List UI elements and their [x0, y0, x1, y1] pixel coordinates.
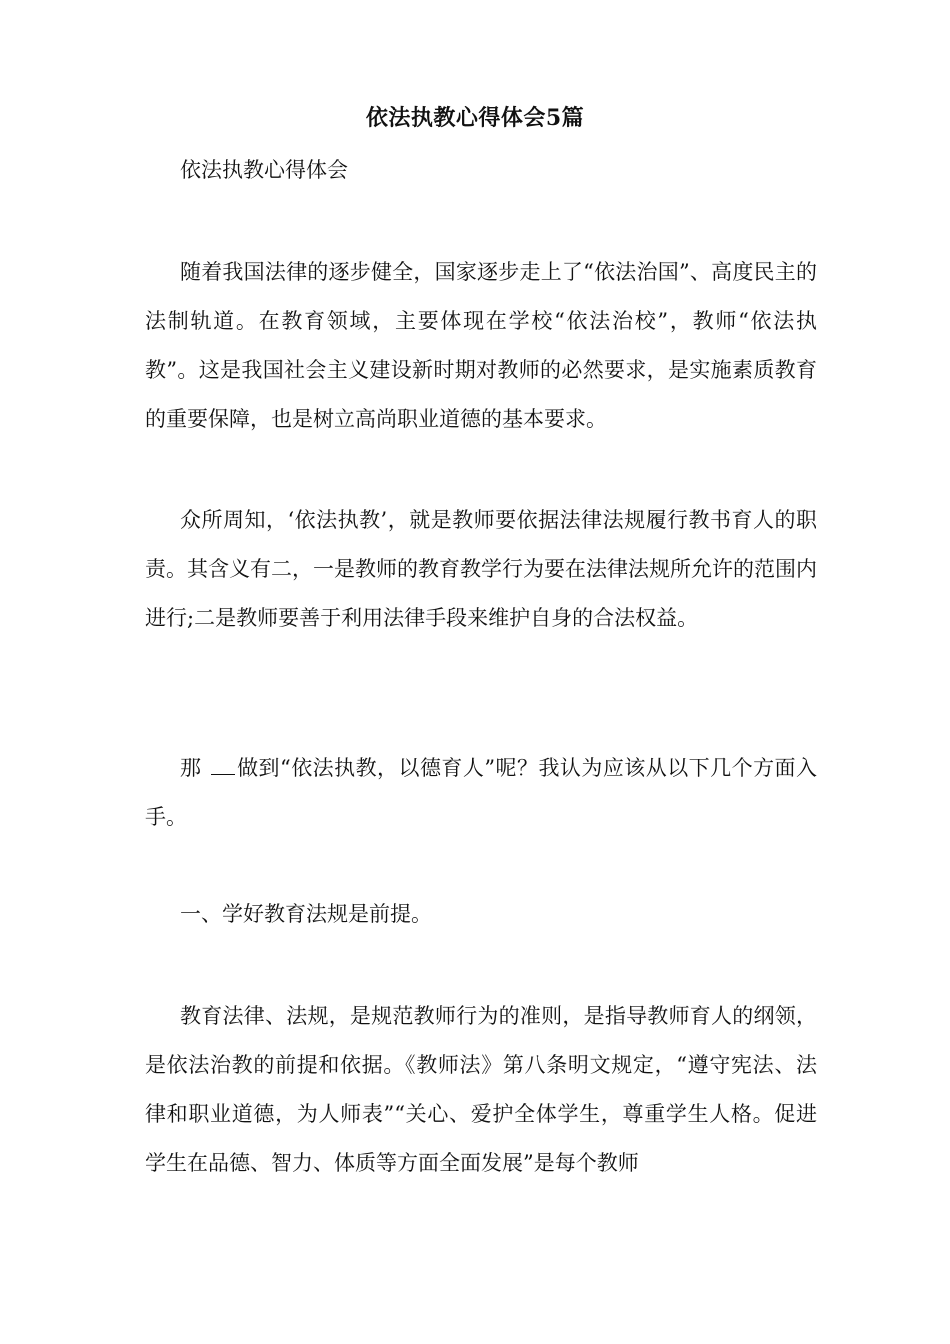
- blank-underline: [211, 756, 235, 775]
- paragraph-intro: 随着我国法律的逐步健全，国家逐步走上了“依法治国”、高度民主的法制轨道。在教育领域，主要体现在学校“依法治校”，教师“依法执教”。这是我国社会主义建设新时期对教师的必然要求，是实施素质教育的重要保障，也是树立高尚职业道德的基本要求。: [145, 260, 817, 431]
- paragraph-definition: 众所周知，‘依法执教’，就是教师要依据法律法规履行教书育人的职责。其含义有二，一是教师的教育教学行为要在法律法规所允许的范围内进行;二是教师要善于利用法律手段来维护自身的合法权益。: [145, 508, 817, 630]
- section-heading-1: 一、学好教育法规是前提。: [180, 902, 432, 926]
- paragraph-education-law: 教育法律、法规，是规范教师行为的准则，是指导教师育人的纲领，是依法治教的前提和依据。《教师法》第八条明文规定，“遵守宪法、法律和职业道德，为人师表”“关心、爱护全体学生，尊重学生人格。促进学生在品德、智力、体质等方面全面发展”是每个教师: [145, 1004, 817, 1175]
- question-text-after: 做到“依法执教，以德育人”呢？我认为应该从以下几个方面入手。: [145, 756, 817, 829]
- question-text-before: 那: [180, 756, 202, 780]
- paragraph-question: [145, 744, 817, 842]
- document-subtitle: 依法执教心得体会: [180, 158, 348, 182]
- document-title: 依法执教心得体会5篇: [365, 105, 585, 131]
